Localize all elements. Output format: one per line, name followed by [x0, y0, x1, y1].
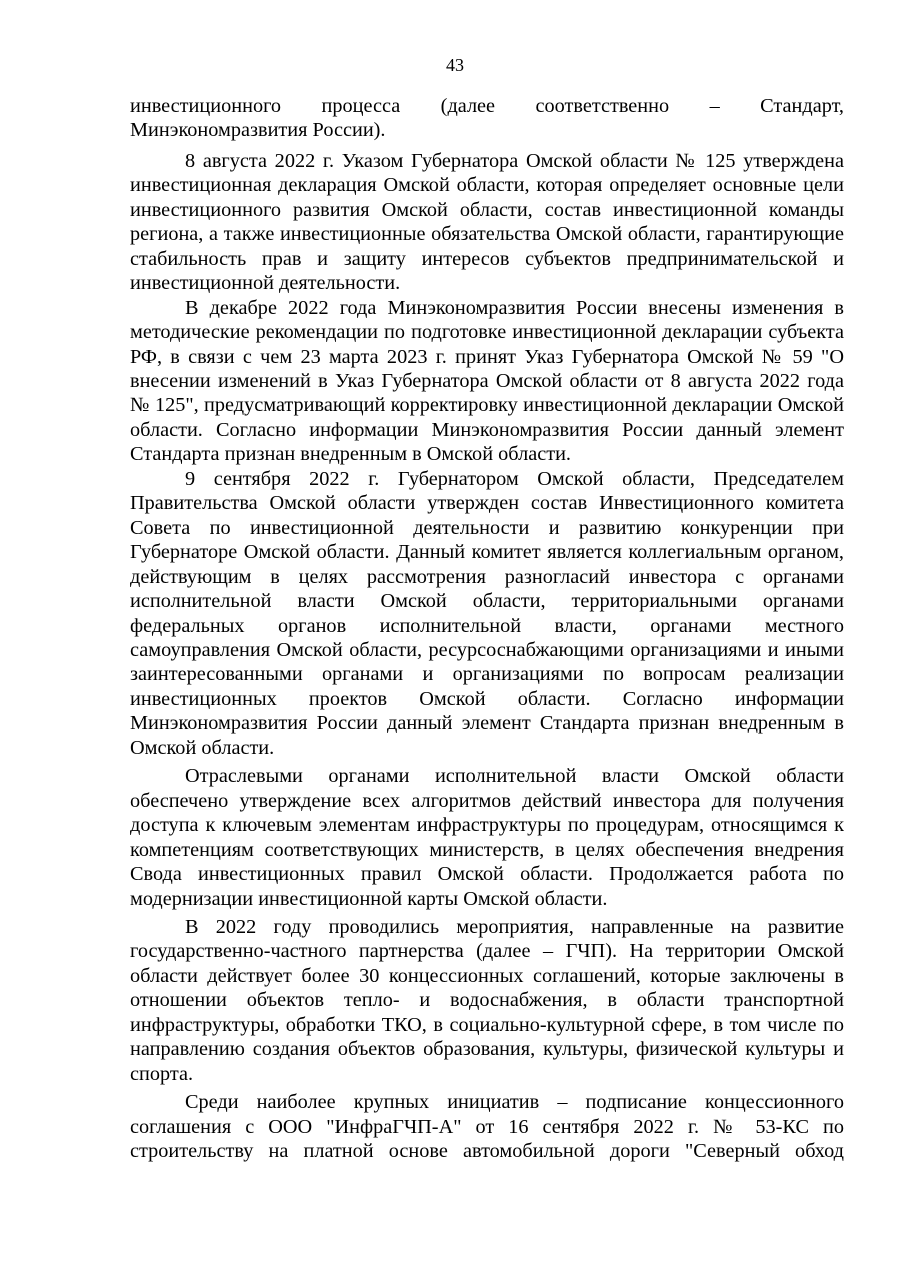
paragraph-declaration-amendments: В декабре 2022 года Минэкономразвития России внесены изменения в методические рекомендации по подготовке инвестиционной декларации субъекта РФ, в связи с чем 23 марта 2023 г. принят Указ Губернатора Омской № 59 "О внесении изменений в Указ Губернатора Омской области от 8 августа 2022 года № 125", предусматривающий корректировку инвестиционной декларации Омской области. Согласно информации Минэкономразвития России данный элемент Стандарта признан внедренным в Омской области.	[130, 296, 844, 466]
paragraph-public-private-partnership: В 2022 году проводились мероприятия, направленные на развитие государственно-частного партнерства (далее – ГЧП). На территории Омской области действует более 30 концессионных соглашений, которые заключены в отношении объектов тепло- и водоснабжения, в области транспортной инфраструктуры, обработки ТКО, в социально-культурной сфере, в том числе по направлению создания объектов образования, культуры, физической культуры и спорта.	[130, 915, 844, 1085]
paragraph-concession-agreement: Среди наиболее крупных инициатив – подписание концессионного соглашения с ООО "ИнфраГЧП-А" от 16 сентября 2022 г. № 53-КС по строительству на платной основе автомобильной дороги "Северный обход	[130, 1091, 844, 1163]
paragraph-investment-declaration: 8 августа 2022 г. Указом Губернатора Омской области № 125 утверждена инвестиционная декларация Омской области, которая определяет основные цели инвестиционного развития Омской области, состав инвестиционной команды региона, а также инвестиционные обязательства Омской области, гарантирующие стабильность прав и защиту интересов субъектов предпринимательской и инвестиционной деятельности.	[130, 149, 844, 295]
paragraph-investor-algorithms: Отраслевыми органами исполнительной власти Омской области обеспечено утверждение всех алгоритмов действий инвестора для получения доступа к ключевым элементам инфраструктуры по процедурам, относящимся к компетенциям соответствующих министерств, в целях обеспечения внедрения Свода инвестиционных правил Омской области. Продолжается работа по модернизации инвестиционной карты Омской области.	[130, 765, 844, 910]
paragraph-continuation: инвестиционного процесса (далее соответственно – Стандарт, Минэкономразвития России).	[130, 95, 844, 142]
document-body	[130, 94, 844, 1163]
paragraph-investment-committee: 9 сентября 2022 г. Губернатором Омской области, Председателем Правительства Омской области утвержден состав Инвестиционного комитета Совета по инвестиционной деятельности и развитию конкуренции при Губернаторе Омской области. Данный комитет является коллегиальным органом, действующим в целях рассмотрения разногласий инвестора с органами исполнительной власти Омской области, территориальными органами федеральных органов исполнительной власти, органами местного самоуправления Омской области, ресурсоснабжающими организациями и иными заинтересованными органами и организациями по вопросам реализации инвестиционных проектов Омской области. Согласно информации Минэкономразвития России данный элемент Стандарта признан внедренным в Омской области.	[130, 467, 844, 759]
page-number: 43	[446, 55, 464, 75]
